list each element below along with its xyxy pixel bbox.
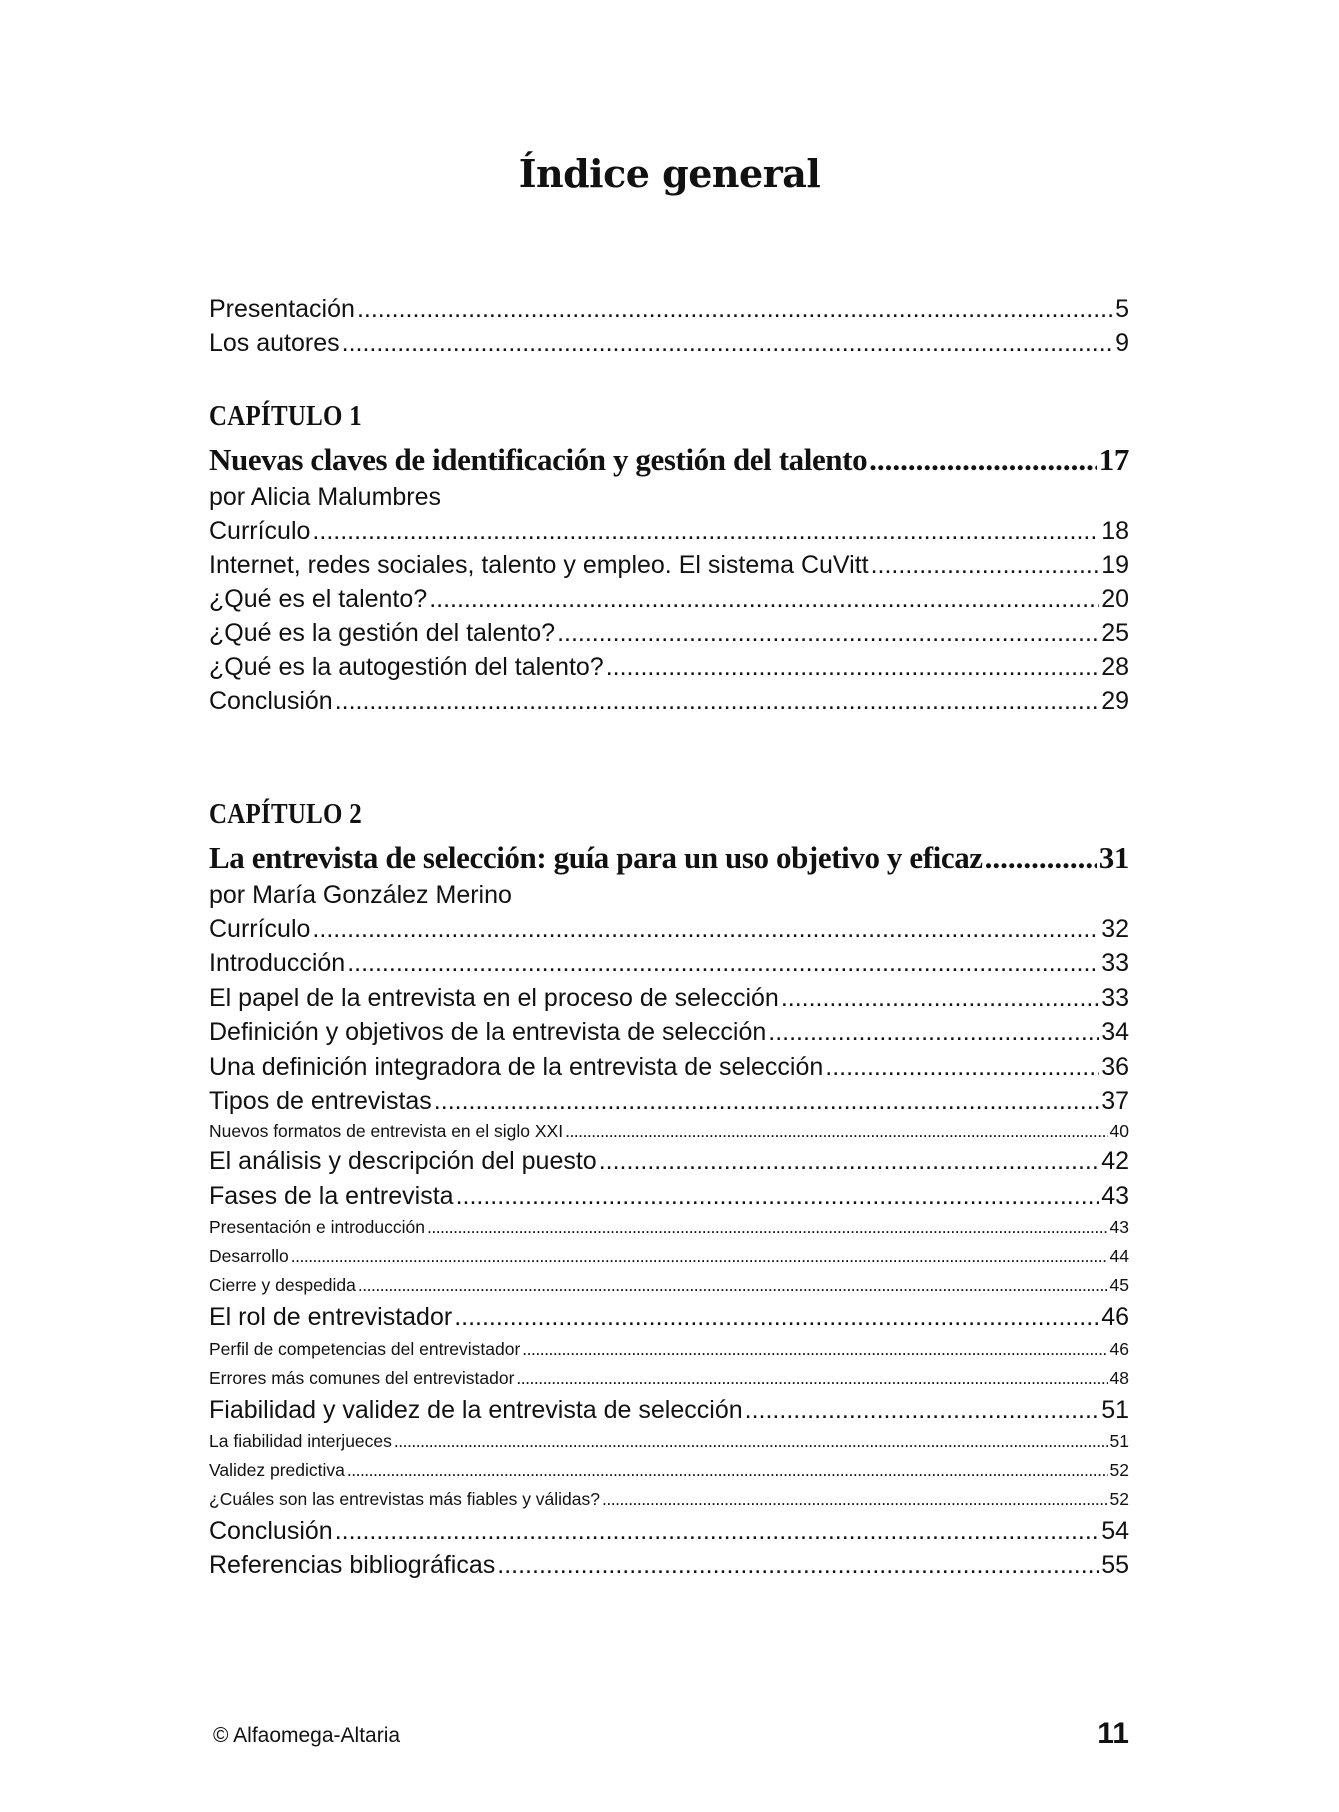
- toc-entry-page: 51: [1101, 1395, 1129, 1424]
- toc-entry-title: ¿Qué es la autogestión del talento?: [209, 653, 604, 681]
- toc-entry-page: 25: [1101, 619, 1129, 647]
- toc-entry-page: 20: [1101, 585, 1129, 613]
- toc-entry-title: ¿Cuáles son las entrevistas más fiables y válidas?: [209, 1488, 601, 1509]
- toc-entry[interactable]: [209, 1514, 1129, 1548]
- toc-entry-title: Internet, redes sociales, talento y empleo. El sistema CuVitt: [209, 551, 869, 579]
- toc-entry-page: 29: [1101, 687, 1129, 715]
- toc-entry-page: 9: [1115, 329, 1129, 357]
- toc-entry-title: La fiabilidad interjueces: [209, 1430, 392, 1451]
- toc-entry-title: Definición y objetivos de la entrevista de selección: [209, 1018, 767, 1047]
- toc-entry-title: El papel de la entrevista en el proceso de selección: [209, 983, 779, 1012]
- page-number: 11: [1097, 1717, 1129, 1750]
- dot-leader: [606, 650, 1099, 684]
- chapter-title: Nuevas claves de identificación y gestión del talento: [209, 442, 868, 477]
- dot-leader: [335, 1514, 1100, 1548]
- dot-leader: [985, 838, 1097, 878]
- toc-entry-page: 43: [1109, 1217, 1129, 1238]
- dot-leader: [497, 1548, 1099, 1582]
- toc-entry[interactable]: [209, 326, 1129, 360]
- toc-entry-title: Introducción: [209, 949, 346, 978]
- toc-entry-title: El análisis y descripción del puesto: [209, 1147, 597, 1176]
- dot-leader: [342, 326, 1113, 360]
- toc-entry[interactable]: [209, 684, 1129, 718]
- toc-entry-page: 32: [1101, 915, 1129, 943]
- toc-entry[interactable]: [209, 1050, 1129, 1084]
- chapter-title: La entrevista de selección: guía para un uso objetivo y eficaz: [209, 840, 983, 875]
- toc-entry-page: 46: [1109, 1338, 1129, 1359]
- toc-entry-title: Nuevos formatos de entrevista en el siglo XXI: [209, 1121, 564, 1142]
- toc-entry-page: 5: [1115, 295, 1129, 323]
- toc-entry[interactable]: [209, 1300, 1129, 1334]
- footer-publisher: © Alfaomega-Altaria: [213, 1724, 401, 1747]
- toc-entry-page: 45: [1109, 1275, 1129, 1296]
- toc-entry-title: Currículo: [209, 517, 311, 545]
- chapter-title-entry[interactable]: [209, 440, 1129, 480]
- dot-leader: [291, 1242, 1108, 1271]
- toc-entry-title: Tipos de entrevistas: [209, 1086, 432, 1115]
- toc-entry-title: Referencias bibliográficas: [209, 1551, 496, 1580]
- toc-entry-title: Una definición integradora de la entrevista de selección: [209, 1052, 824, 1081]
- toc-entry-page: 28: [1101, 653, 1129, 681]
- toc-chapter-2: [209, 796, 1129, 1583]
- toc-entry-page: 19: [1101, 551, 1129, 579]
- dot-leader: [516, 1364, 1107, 1393]
- toc-entry-title: Fases de la entrevista: [209, 1181, 454, 1210]
- toc-entry-title: ¿Qué es el talento?: [209, 585, 428, 613]
- toc-entry-page: 52: [1109, 1488, 1129, 1509]
- toc-subentry[interactable]: [209, 1271, 1129, 1300]
- toc-entry-title: Desarrollo: [209, 1246, 289, 1267]
- chapter-page: 31: [1098, 840, 1129, 875]
- chapter-author: por Alicia Malumbres: [209, 483, 442, 511]
- toc-subentry[interactable]: [209, 1242, 1129, 1271]
- toc-entry-title: Conclusión: [209, 1516, 333, 1545]
- toc-entry-title: ¿Qué es la gestión del talento?: [209, 619, 556, 647]
- toc-entry-title: Presentación: [209, 295, 355, 323]
- toc-subentry[interactable]: [209, 1427, 1129, 1456]
- toc-entry-title: El rol de entrevistador: [209, 1303, 453, 1332]
- toc-entry-title: Presentación e introducción: [209, 1217, 425, 1238]
- toc-entry-page: 55: [1101, 1551, 1129, 1580]
- toc-subentry[interactable]: [209, 1485, 1129, 1514]
- toc-entry-title: Errores más comunes del entrevistador: [209, 1367, 515, 1388]
- toc-entry-title: Los autores: [209, 329, 340, 357]
- dot-leader: [312, 514, 1099, 548]
- toc-entry-page: 43: [1101, 1181, 1129, 1210]
- toc-entry-page: 42: [1101, 1147, 1129, 1176]
- chapter-label: CAPÍTULO 1: [209, 400, 362, 432]
- dot-leader: [312, 912, 1099, 946]
- toc-subentry[interactable]: [209, 1364, 1129, 1393]
- dot-leader: [358, 1271, 1108, 1300]
- dot-leader: [602, 1485, 1108, 1514]
- dot-leader: [394, 1427, 1108, 1456]
- dot-leader: [825, 1050, 1099, 1084]
- toc-entry[interactable]: [209, 650, 1129, 684]
- toc-entry[interactable]: [209, 1015, 1129, 1049]
- toc-entry-page: 44: [1109, 1246, 1129, 1267]
- toc-entry-title: Conclusión: [209, 687, 333, 715]
- toc-entry-page: 54: [1101, 1516, 1129, 1545]
- toc-entry[interactable]: [209, 946, 1129, 980]
- toc-entry-page: 33: [1101, 949, 1129, 978]
- toc-front-matter: [209, 292, 1129, 360]
- dot-leader: [429, 582, 1099, 616]
- toc-entry[interactable]: [209, 582, 1129, 616]
- toc-entry-page: 46: [1101, 1303, 1129, 1332]
- toc-entry-page: 34: [1101, 1018, 1129, 1047]
- toc-entry-page: 37: [1101, 1086, 1129, 1115]
- toc-entry-page: 48: [1109, 1367, 1129, 1388]
- toc-entry-page: 36: [1101, 1052, 1129, 1081]
- chapter-label: CAPÍTULO 2: [209, 798, 362, 830]
- dot-leader: [565, 1118, 1107, 1144]
- dot-leader: [427, 1213, 1108, 1242]
- dot-leader: [347, 1456, 1108, 1485]
- dot-leader: [781, 981, 1099, 1015]
- dot-leader: [454, 1300, 1099, 1334]
- toc-chapter-1: [209, 398, 1129, 718]
- toc-entry-title: Validez predictiva: [209, 1459, 345, 1480]
- page-title: Índice general: [518, 151, 821, 196]
- dot-leader: [599, 1144, 1099, 1178]
- dot-leader: [456, 1179, 1100, 1213]
- dot-leader: [768, 1015, 1099, 1049]
- toc-subentry[interactable]: [209, 1118, 1129, 1144]
- dot-leader: [357, 292, 1113, 326]
- toc-entry-title: Cierre y despedida: [209, 1275, 356, 1296]
- dot-leader: [557, 616, 1099, 650]
- toc-entry-page: 18: [1101, 517, 1129, 545]
- toc-entry[interactable]: [209, 1179, 1129, 1213]
- toc-entry-page: 51: [1109, 1430, 1129, 1451]
- dot-leader: [745, 1393, 1100, 1427]
- toc-subentry[interactable]: [209, 1335, 1129, 1364]
- dot-leader: [335, 684, 1100, 718]
- chapter-author: por María González Merino: [209, 881, 512, 909]
- toc-subentry[interactable]: [209, 1456, 1129, 1485]
- toc-entry-title: Currículo: [209, 915, 311, 943]
- toc-entry[interactable]: [209, 1084, 1129, 1118]
- toc-entry[interactable]: [209, 1548, 1129, 1582]
- toc-entry[interactable]: [209, 981, 1129, 1015]
- toc-entry[interactable]: [209, 548, 1129, 582]
- dot-leader: [522, 1335, 1107, 1364]
- toc-subentry[interactable]: [209, 1213, 1129, 1242]
- dot-leader: [347, 946, 1099, 980]
- toc-entry[interactable]: [209, 292, 1129, 326]
- dot-leader: [871, 548, 1100, 582]
- dot-leader: [434, 1084, 1099, 1118]
- toc-entry-title: Perfil de competencias del entrevistador: [209, 1338, 521, 1359]
- toc-entry[interactable]: [209, 616, 1129, 650]
- chapter-title-entry[interactable]: [209, 838, 1129, 878]
- toc-entry[interactable]: [209, 1144, 1129, 1178]
- toc-entry-page: 52: [1109, 1459, 1129, 1480]
- chapter-page: 17: [1098, 442, 1129, 477]
- toc-entry-page: 40: [1109, 1121, 1129, 1142]
- toc-entry[interactable]: [209, 514, 1129, 548]
- dot-leader: [869, 440, 1097, 480]
- toc-entry[interactable]: [209, 1393, 1129, 1427]
- toc-entry[interactable]: [209, 912, 1129, 946]
- toc-entry-title: Fiabilidad y validez de la entrevista de selección: [209, 1395, 743, 1424]
- toc-entry-page: 33: [1101, 983, 1129, 1012]
